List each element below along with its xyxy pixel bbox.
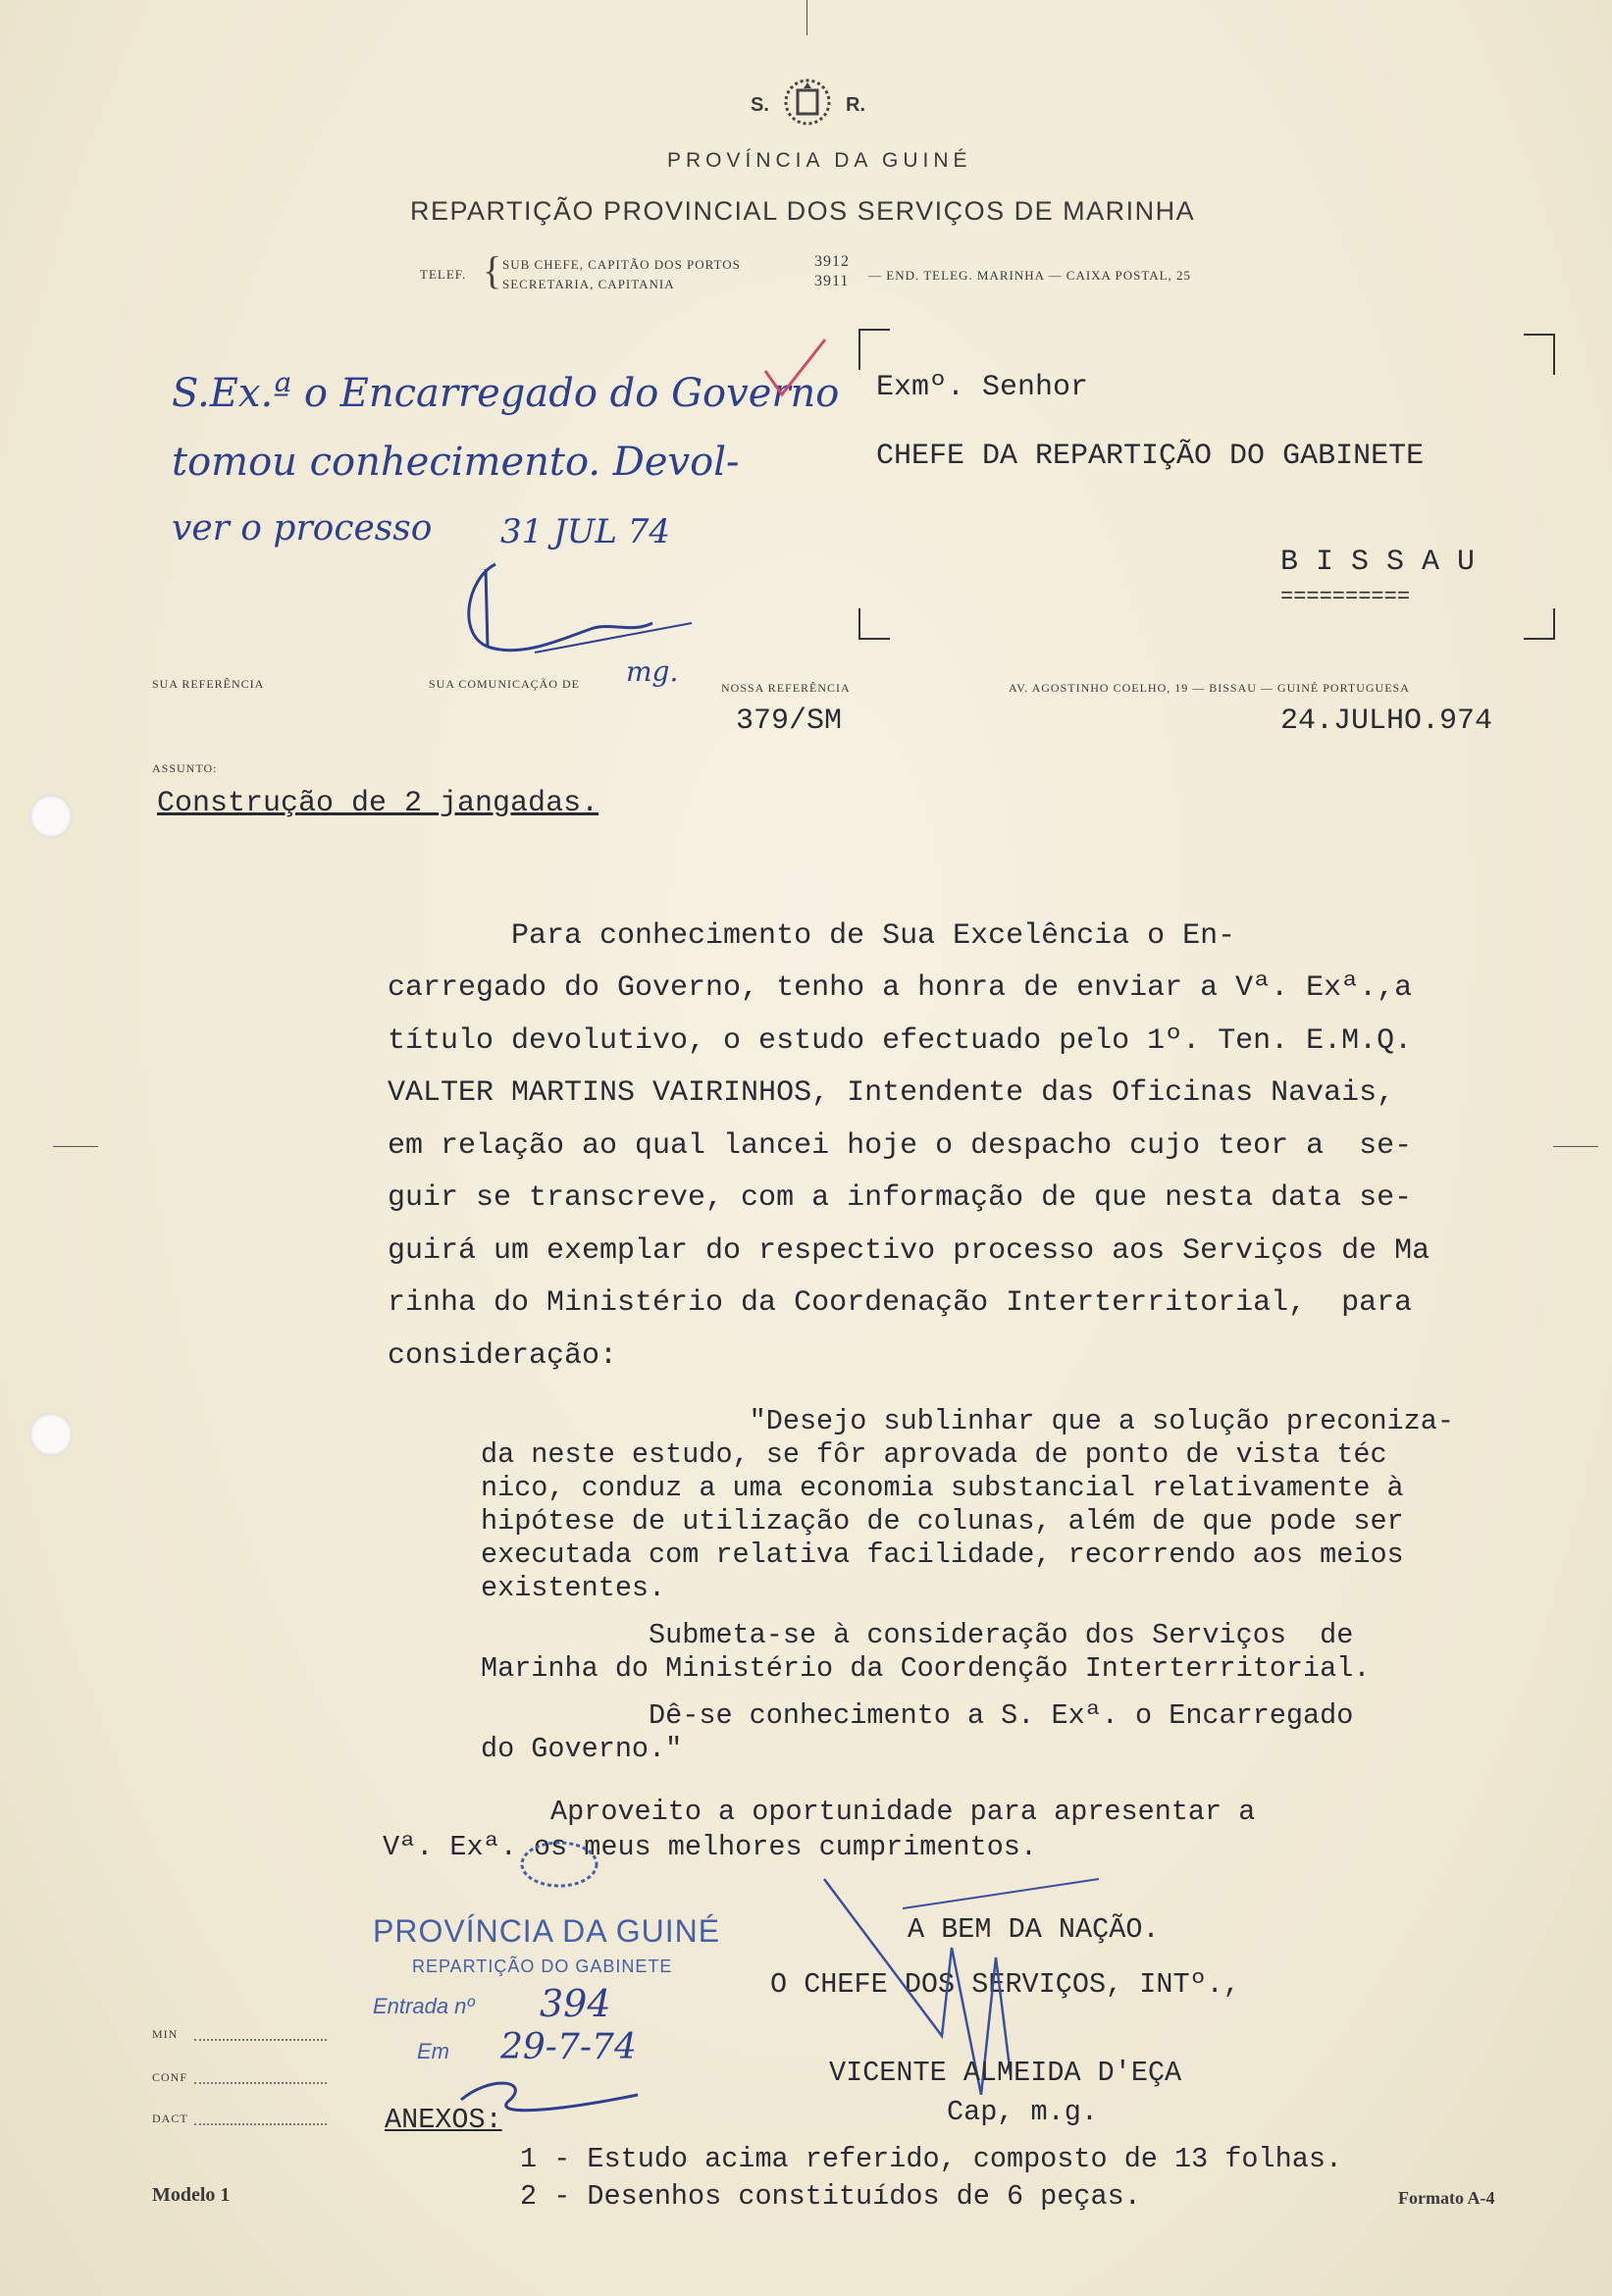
department-heading: REPARTIÇÃO PROVINCIAL DOS SERVIÇOS DE MARINHA <box>410 196 1196 226</box>
telef-line1: SUB CHEFE, CAPITÃO DOS PORTOS <box>502 257 741 272</box>
quote-line: Submeta-se à consideração dos Serviços de <box>481 1619 1354 1651</box>
checkmark-icon <box>760 334 829 407</box>
assunto-value: Construção de 2 jangadas. <box>157 787 599 820</box>
quote-line: existentes. <box>481 1572 666 1604</box>
letterhead-r: R. <box>846 94 865 116</box>
telef-label: TELEF. <box>420 267 467 282</box>
body-line: consideração: <box>388 1339 618 1373</box>
province-heading: PROVÍNCIA DA GUINÉ <box>667 149 972 172</box>
recipient-city: B I S S A U <box>1280 546 1476 579</box>
telef-line2: SECRETARIA, CAPITANIA <box>502 277 675 291</box>
body-line: guirá um exemplar do respectivo processo aos Serviços de Ma <box>388 1234 1430 1268</box>
telef-brace: { <box>483 248 502 292</box>
assunto-label: ASSUNTO: <box>152 761 218 775</box>
footer-conf-dots <box>194 2082 327 2084</box>
footer-min-dots <box>194 2039 327 2041</box>
fold-mark-left <box>53 1146 98 1147</box>
footer-conf: CONF <box>152 2070 188 2084</box>
telegram-line: — END. TELEG. MARINHA — CAIXA POSTAL, 25 <box>868 268 1192 283</box>
address-line: AV. AGOSTINHO COELHO, 19 — BISSAU — GUINÉ PORTUGUESA <box>1009 681 1410 695</box>
recipient-title: CHEFE DA REPARTIÇÃO DO GABINETE <box>876 440 1425 473</box>
sua-referencia-label: SUA REFERÊNCIA <box>152 677 265 691</box>
fold-mark-top <box>806 0 807 35</box>
quote-line: da neste estudo, se fôr aprovada de ponto de vista téc <box>481 1438 1387 1471</box>
quote-line: Marinha do Ministério da Coordenção Interterritorial. <box>481 1652 1371 1685</box>
signature-rank: Cap, m.g. <box>947 2096 1098 2128</box>
stamp-entrada-value: 394 <box>540 1982 611 2025</box>
stamp-line1: PROVÍNCIA DA GUINÉ <box>373 1913 721 1949</box>
corner-mark-bl <box>858 608 890 640</box>
corner-mark-tl <box>858 329 890 370</box>
stamp-em-value: 29-7-74 <box>500 2027 637 2067</box>
sua-comunicacao-label: SUA COMUNICAÇÃO DE <box>429 677 581 691</box>
handwritten-line3: ver o processo <box>172 508 433 548</box>
body-line: em relação ao qual lancei hoje o despacho cujo teor a se- <box>388 1129 1413 1163</box>
nossa-referencia-label: NOSSA REFERÊNCIA <box>721 681 851 695</box>
footer-dact: DACT <box>152 2112 188 2125</box>
closing-line1: Aproveito a oportunidade para apresentar a <box>383 1796 1256 1828</box>
signature-line1: A BEM DA NAÇÃO. <box>908 1913 1160 1946</box>
punch-hole-top <box>29 795 73 838</box>
quote-line: nico, conduz a uma economia substancial relativamente à <box>481 1472 1404 1504</box>
body-line: rinha do Ministério da Coordenação Interterritorial, para <box>388 1286 1413 1320</box>
body-line: carregado do Governo, tenho a honra de enviar a Vª. Exª.,a <box>388 971 1413 1005</box>
recipient-salutation: Exmº. Senhor <box>876 371 1089 404</box>
handwritten-line2: tomou conhecimento. Devol- <box>172 440 740 485</box>
stamp-em-label: Em <box>417 2039 449 2063</box>
footer-min: MIN <box>152 2027 179 2041</box>
annexes-label: ANEXOS: <box>385 2104 502 2136</box>
annex-item1: 1 - Estudo acima referido, composto de 13 folhas. <box>520 2143 1343 2175</box>
quote-line: hipótese de utilização de colunas, além de que pode ser <box>481 1505 1404 1538</box>
handwritten-line1: S.Ex.ª o Encarregado do Governo <box>172 371 840 416</box>
body-line: Para conhecimento de Sua Excelência o En- <box>388 919 1236 953</box>
signature-line2: O CHEFE DOS SERVIÇOS, INTº., <box>770 1968 1240 2001</box>
quote-line: executada com relativa facilidade, recorrendo aos meios <box>481 1539 1404 1571</box>
letterhead-s: S. <box>751 94 769 116</box>
nossa-referencia-value: 379/SM <box>736 704 843 738</box>
quote-line: do Governo." <box>481 1733 683 1765</box>
signature-name: VICENTE ALMEIDA D'EÇA <box>829 2057 1182 2089</box>
closing-line2: Vª. Exª. os meus melhores cumprimentos. <box>383 1831 1038 1863</box>
letter-date: 24.JULHO.974 <box>1280 704 1493 738</box>
punch-hole-bottom <box>29 1413 73 1456</box>
body-line: guir se transcreve, com a informação de que nesta data se- <box>388 1181 1413 1215</box>
corner-mark-br <box>1524 608 1555 640</box>
annex-item2: 2 - Desenhos constituídos de 6 peças. <box>520 2180 1141 2213</box>
coat-of-arms-icon <box>780 75 835 130</box>
recipient-city-underline: ========== <box>1280 585 1411 609</box>
stamp-seal-icon <box>515 1835 603 1899</box>
body-line: VALTER MARTINS VAIRINHOS, Intendente das Oficinas Navais, <box>388 1076 1395 1110</box>
quote-line: "Desejo sublinhar que a solução preconiza- <box>481 1405 1454 1437</box>
signature-scribble-icon <box>446 549 702 672</box>
footer-formato: Formato A-4 <box>1398 2188 1495 2208</box>
body-line: título devolutivo, o estudo efectuado pelo 1º. Ten. E.M.Q. <box>388 1024 1413 1058</box>
telef-num2: 3911 <box>814 273 850 289</box>
handwritten-date: 31 JUL 74 <box>500 512 671 551</box>
telef-num1: 3912 <box>814 253 850 270</box>
footer-dact-dots <box>194 2123 327 2125</box>
corner-mark-tr <box>1524 334 1555 375</box>
footer-modelo: Modelo 1 <box>152 2184 231 2206</box>
fold-mark-right <box>1553 1146 1598 1147</box>
stamp-entrada-label: Entrada nº <box>373 1994 475 2018</box>
handwritten-initials: mg. <box>626 655 679 688</box>
quote-line: Dê-se conhecimento a S. Exª. o Encarregado <box>481 1699 1354 1732</box>
stamp-line2: REPARTIÇÃO DO GABINETE <box>412 1957 673 1976</box>
